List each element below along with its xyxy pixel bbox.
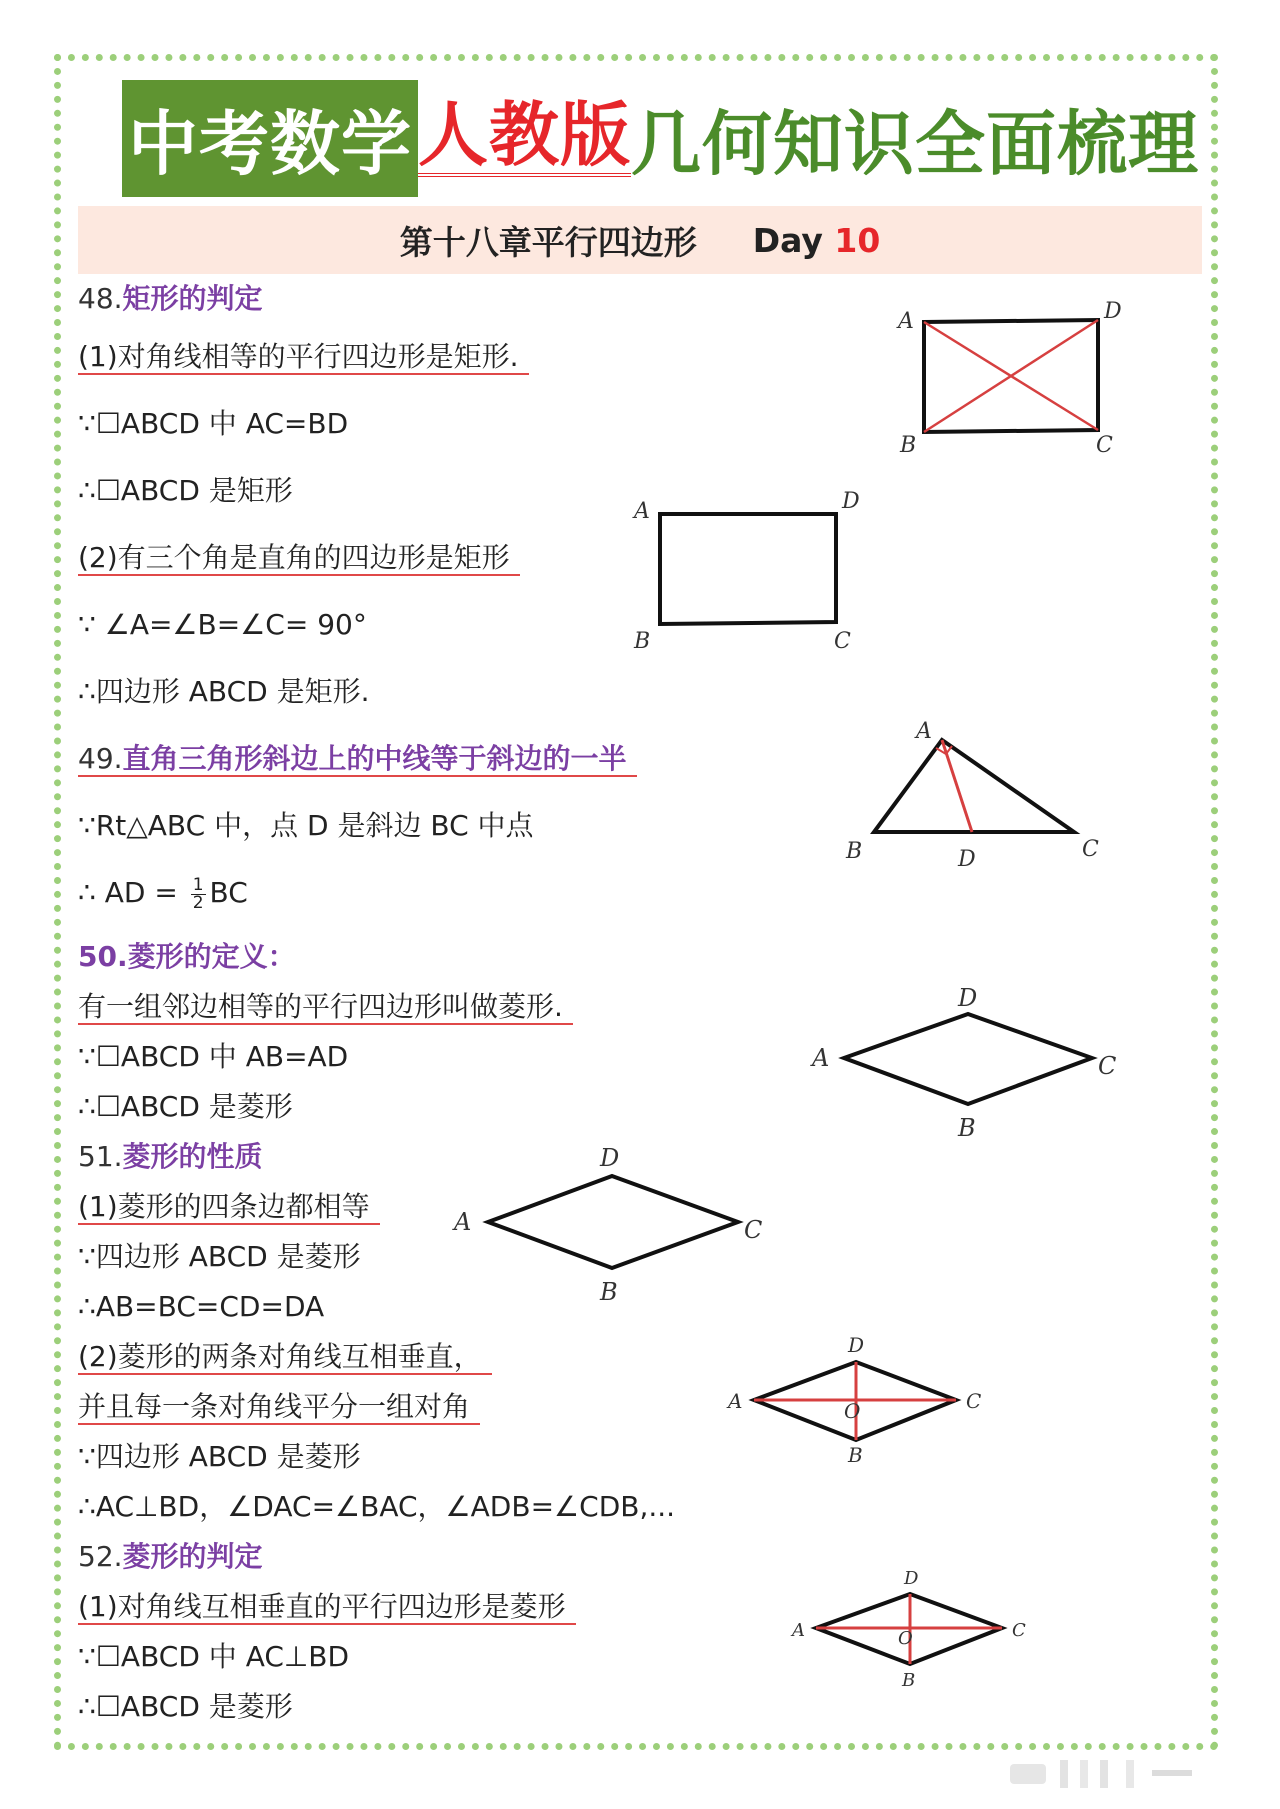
figure-rhombus-definition [806, 980, 1126, 1150]
chapter-banner [78, 206, 1202, 274]
title-part-topic: 几何知识全面梳理 [631, 102, 1199, 185]
section-50-title: 50.菱形的定义： [78, 940, 296, 973]
figure-rectangle-diagonals [890, 300, 1120, 470]
label-a: A [916, 719, 932, 744]
label-a: A [812, 1044, 830, 1072]
s51-given-2: ∵四边形 ABCD 是菱形 [78, 1440, 361, 1473]
label-d: D [848, 1333, 865, 1357]
s52-conclusion: ∴☐ABCD 是菱形 [78, 1690, 293, 1723]
s48-conclusion-1: ∴☐ABCD 是矩形 [78, 474, 293, 507]
label-o: O [898, 1628, 913, 1649]
s48-given-1: ∵☐ABCD 中 AC=BD [78, 407, 349, 440]
label-d: D [958, 984, 978, 1012]
watermark-logo [980, 1754, 1230, 1794]
s51-property-2b: 并且每一条对角线平分一组对角 [78, 1390, 480, 1424]
label-d: D [958, 847, 976, 872]
label-d: D [600, 1144, 620, 1172]
label-b: B [958, 1114, 976, 1142]
page-title [122, 82, 1199, 194]
s50-conclusion: ∴☐ABCD 是菱形 [78, 1090, 293, 1123]
title-part-edition: 人教版 [418, 94, 631, 177]
label-a: A [898, 309, 914, 334]
label-c: C [1096, 433, 1113, 458]
s51-conclusion-2: ∴AC⊥BD，∠DAC=∠BAC，∠ADB=∠CDB,... [78, 1490, 676, 1523]
figure-right-triangle-median [836, 719, 1099, 872]
label-c: C [834, 629, 851, 654]
label-b: B [900, 433, 917, 458]
s48-given-2: ∵ ∠A=∠B=∠C= 90° [78, 608, 367, 641]
label-c: C [1012, 1620, 1026, 1641]
s51-property-2a: (2)菱形的两条对角线互相垂直， [78, 1340, 492, 1374]
day-label: Day 10 [752, 220, 881, 260]
label-c: C [744, 1216, 763, 1244]
label-a: A [728, 1389, 743, 1413]
s48-rule-1: (1)对角线相等的平行四边形是矩形. [78, 340, 529, 374]
label-c: C [1098, 1052, 1117, 1080]
s50-definition: 有一组邻边相等的平行四边形叫做菱形. [78, 990, 573, 1024]
figure-rhombus-diagonals [720, 1330, 1000, 1480]
label-b: B [846, 839, 863, 864]
label-a: A [454, 1208, 472, 1236]
label-o: O [844, 1399, 861, 1423]
fraction-one-half: $\frac{1}{2}$ [192, 874, 204, 913]
label-b: B [634, 629, 651, 654]
s51-given-1: ∵四边形 ABCD 是菱形 [78, 1240, 361, 1273]
section-51-title: 51.菱形的性质 [78, 1140, 263, 1173]
label-d: D [1104, 299, 1122, 324]
section-52-title: 52.菱形的判定 [78, 1540, 263, 1573]
label-c: C [966, 1389, 982, 1413]
chapter-title: 第十八章平行四边形 [399, 222, 697, 262]
figure-rhombus-properties [448, 1140, 778, 1310]
s52-given: ∵☐ABCD 中 AC⊥BD [78, 1640, 350, 1673]
s50-given: ∵☐ABCD 中 AB=AD [78, 1040, 349, 1073]
s52-rule-1: (1)对角线互相垂直的平行四边形是菱形 [78, 1590, 576, 1624]
label-d: D [904, 1568, 919, 1589]
title-part-exam-math: 中考数学 [122, 80, 418, 197]
label-d: D [842, 489, 860, 514]
section-48-title: 48.矩形的判定 [78, 282, 263, 315]
s48-rule-2: (2)有三个角是直角的四边形是矩形 [78, 541, 520, 575]
label-b: B [848, 1443, 863, 1467]
label-b: B [600, 1278, 618, 1306]
figure-rhombus-perpendicular-diagonals [786, 1560, 1036, 1700]
section-49-title: 49.直角三角形斜边上的中线等于斜边的一半 [78, 742, 637, 776]
label-b: B [902, 1670, 916, 1691]
label-c: C [1082, 837, 1099, 862]
s51-conclusion-1: ∴AB=BC=CD=DA [78, 1290, 325, 1323]
figure-rectangle [628, 490, 868, 660]
s48-conclusion-2: ∴四边形 ABCD 是矩形. [78, 675, 370, 708]
label-a: A [792, 1620, 805, 1641]
s49-given: ∵Rt△ABC 中，点 D 是斜边 BC 中点 [78, 809, 534, 842]
s49-conclusion: ∴ AD = $\frac{1}{2}$ BC [78, 874, 248, 913]
s51-property-1: (1)菱形的四条边都相等 [78, 1190, 380, 1224]
day-number: 10 [834, 220, 881, 260]
label-a: A [634, 499, 650, 524]
